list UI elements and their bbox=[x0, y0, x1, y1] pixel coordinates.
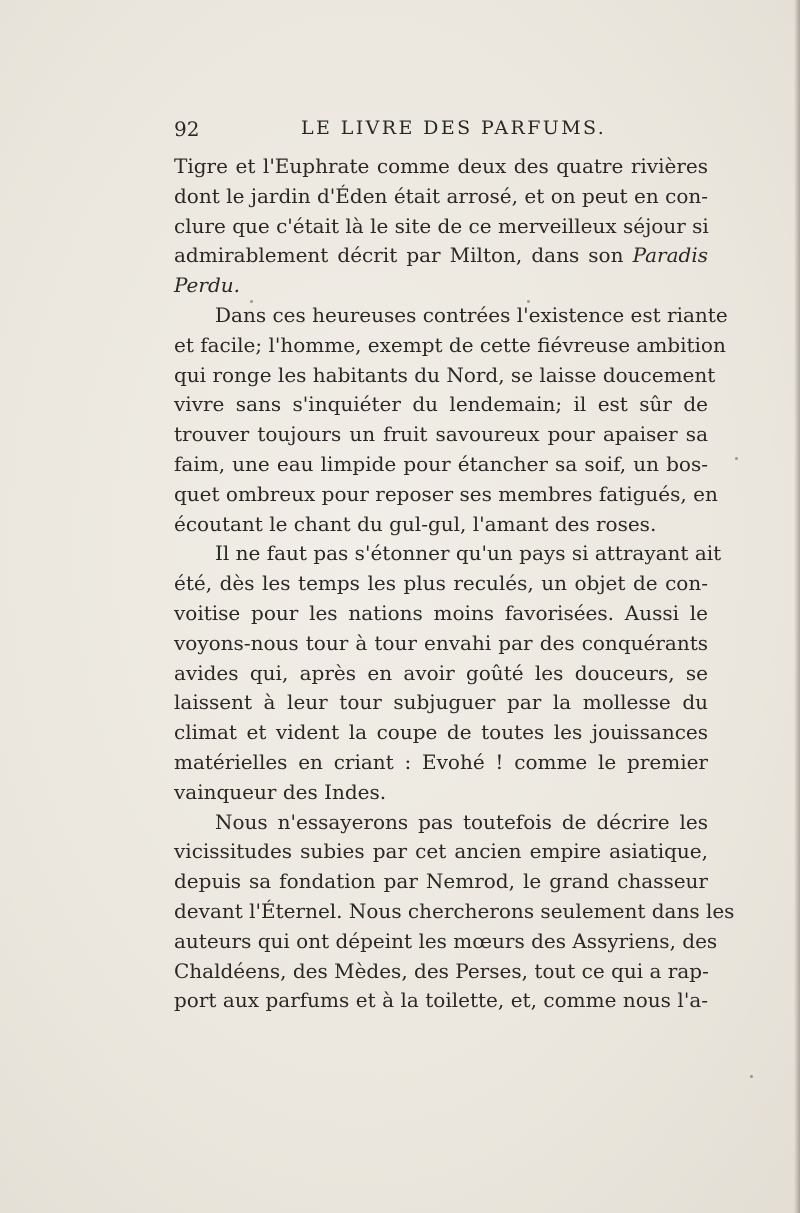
text-line: depuis sa fondation par Nemrod, le grand chasseur bbox=[174, 869, 708, 894]
paragraph-first-line: Il ne faut pas s'étonner qu'un pays si attrayant ait bbox=[215, 541, 722, 566]
text-line: clure que c'était là le site de ce merveilleux séjour si bbox=[174, 213, 709, 238]
text-line: laissent à leur tour subjuguer par la mollesse du bbox=[174, 690, 708, 715]
text-line: voitise pour les nations moins favorisées. Aussi le bbox=[174, 600, 708, 625]
paper-speck bbox=[527, 300, 530, 303]
text-line bbox=[174, 241, 708, 271]
text-line bbox=[174, 271, 708, 301]
text-line: voyons-nous tour à tour envahi par des conquérants bbox=[174, 630, 708, 655]
italic-title: Paradis bbox=[632, 243, 708, 268]
text-line: vicissitudes subies par cet ancien empire asiatique, bbox=[174, 839, 708, 864]
text-line: port aux parfums et à la toilette, et, comme nous l'a- bbox=[174, 988, 708, 1013]
text-line: vainqueur des Indes. bbox=[174, 779, 387, 804]
text-line: quet ombreux pour reposer ses membres fatigués, en bbox=[174, 481, 718, 506]
text-line: devant l'Éternel. Nous chercherons seulement dans les bbox=[174, 898, 735, 923]
text-line: dont le jardin d'Éden était arrosé, et on peut en con- bbox=[174, 183, 708, 208]
text-line: écoutant le chant du gul-gul, l'amant des roses. bbox=[174, 511, 657, 536]
text-line: Chaldéens, des Mèdes, des Perses, tout ce qui a rap- bbox=[174, 958, 709, 983]
text-line: qui ronge les habitants du Nord, se laisse doucement bbox=[174, 362, 716, 387]
page-header bbox=[174, 117, 714, 141]
text-line: climat et vident la coupe de toutes les jouissances bbox=[174, 720, 708, 745]
paragraph-first-line: Dans ces heureuses contrées l'existence est riante bbox=[215, 302, 728, 327]
page-number: 92 bbox=[174, 117, 200, 141]
text-line: auteurs qui ont dépeint les mœurs des Assyriens, des bbox=[174, 928, 718, 953]
paper-speck bbox=[735, 457, 738, 460]
text-line: matérielles en criant : Evohé ! comme le premier bbox=[174, 749, 708, 774]
paragraph-first-line: Nous n'essayerons pas toutefois de décrire les bbox=[215, 809, 708, 834]
text-line: été, dès les temps les plus reculés, un objet de con- bbox=[174, 571, 708, 596]
text-line: Tigre et l'Euphrate comme deux des quatre rivières bbox=[174, 154, 708, 178]
paper-speck bbox=[750, 1075, 753, 1078]
text-line: trouver toujours un fruit savoureux pour apaiser sa bbox=[174, 422, 708, 447]
paper-speck bbox=[250, 300, 253, 303]
text-body bbox=[174, 152, 735, 1016]
text-span: admirablement décrit par Milton, dans son bbox=[174, 243, 624, 268]
running-head: LE LIVRE DES PARFUMS. bbox=[301, 117, 607, 139]
text-line: avides qui, après en avoir goûté les douceurs, se bbox=[174, 660, 708, 685]
text-line: vivre sans s'inquiéter du lendemain; il est sûr de bbox=[174, 392, 708, 417]
text-line: et facile; l'homme, exempt de cette fiévreuse ambition bbox=[174, 332, 726, 357]
text-line: faim, une eau limpide pour étancher sa soif, un bos- bbox=[174, 451, 708, 476]
page-edge-shadow bbox=[794, 0, 800, 1213]
italic-title: Perdu. bbox=[174, 273, 240, 298]
